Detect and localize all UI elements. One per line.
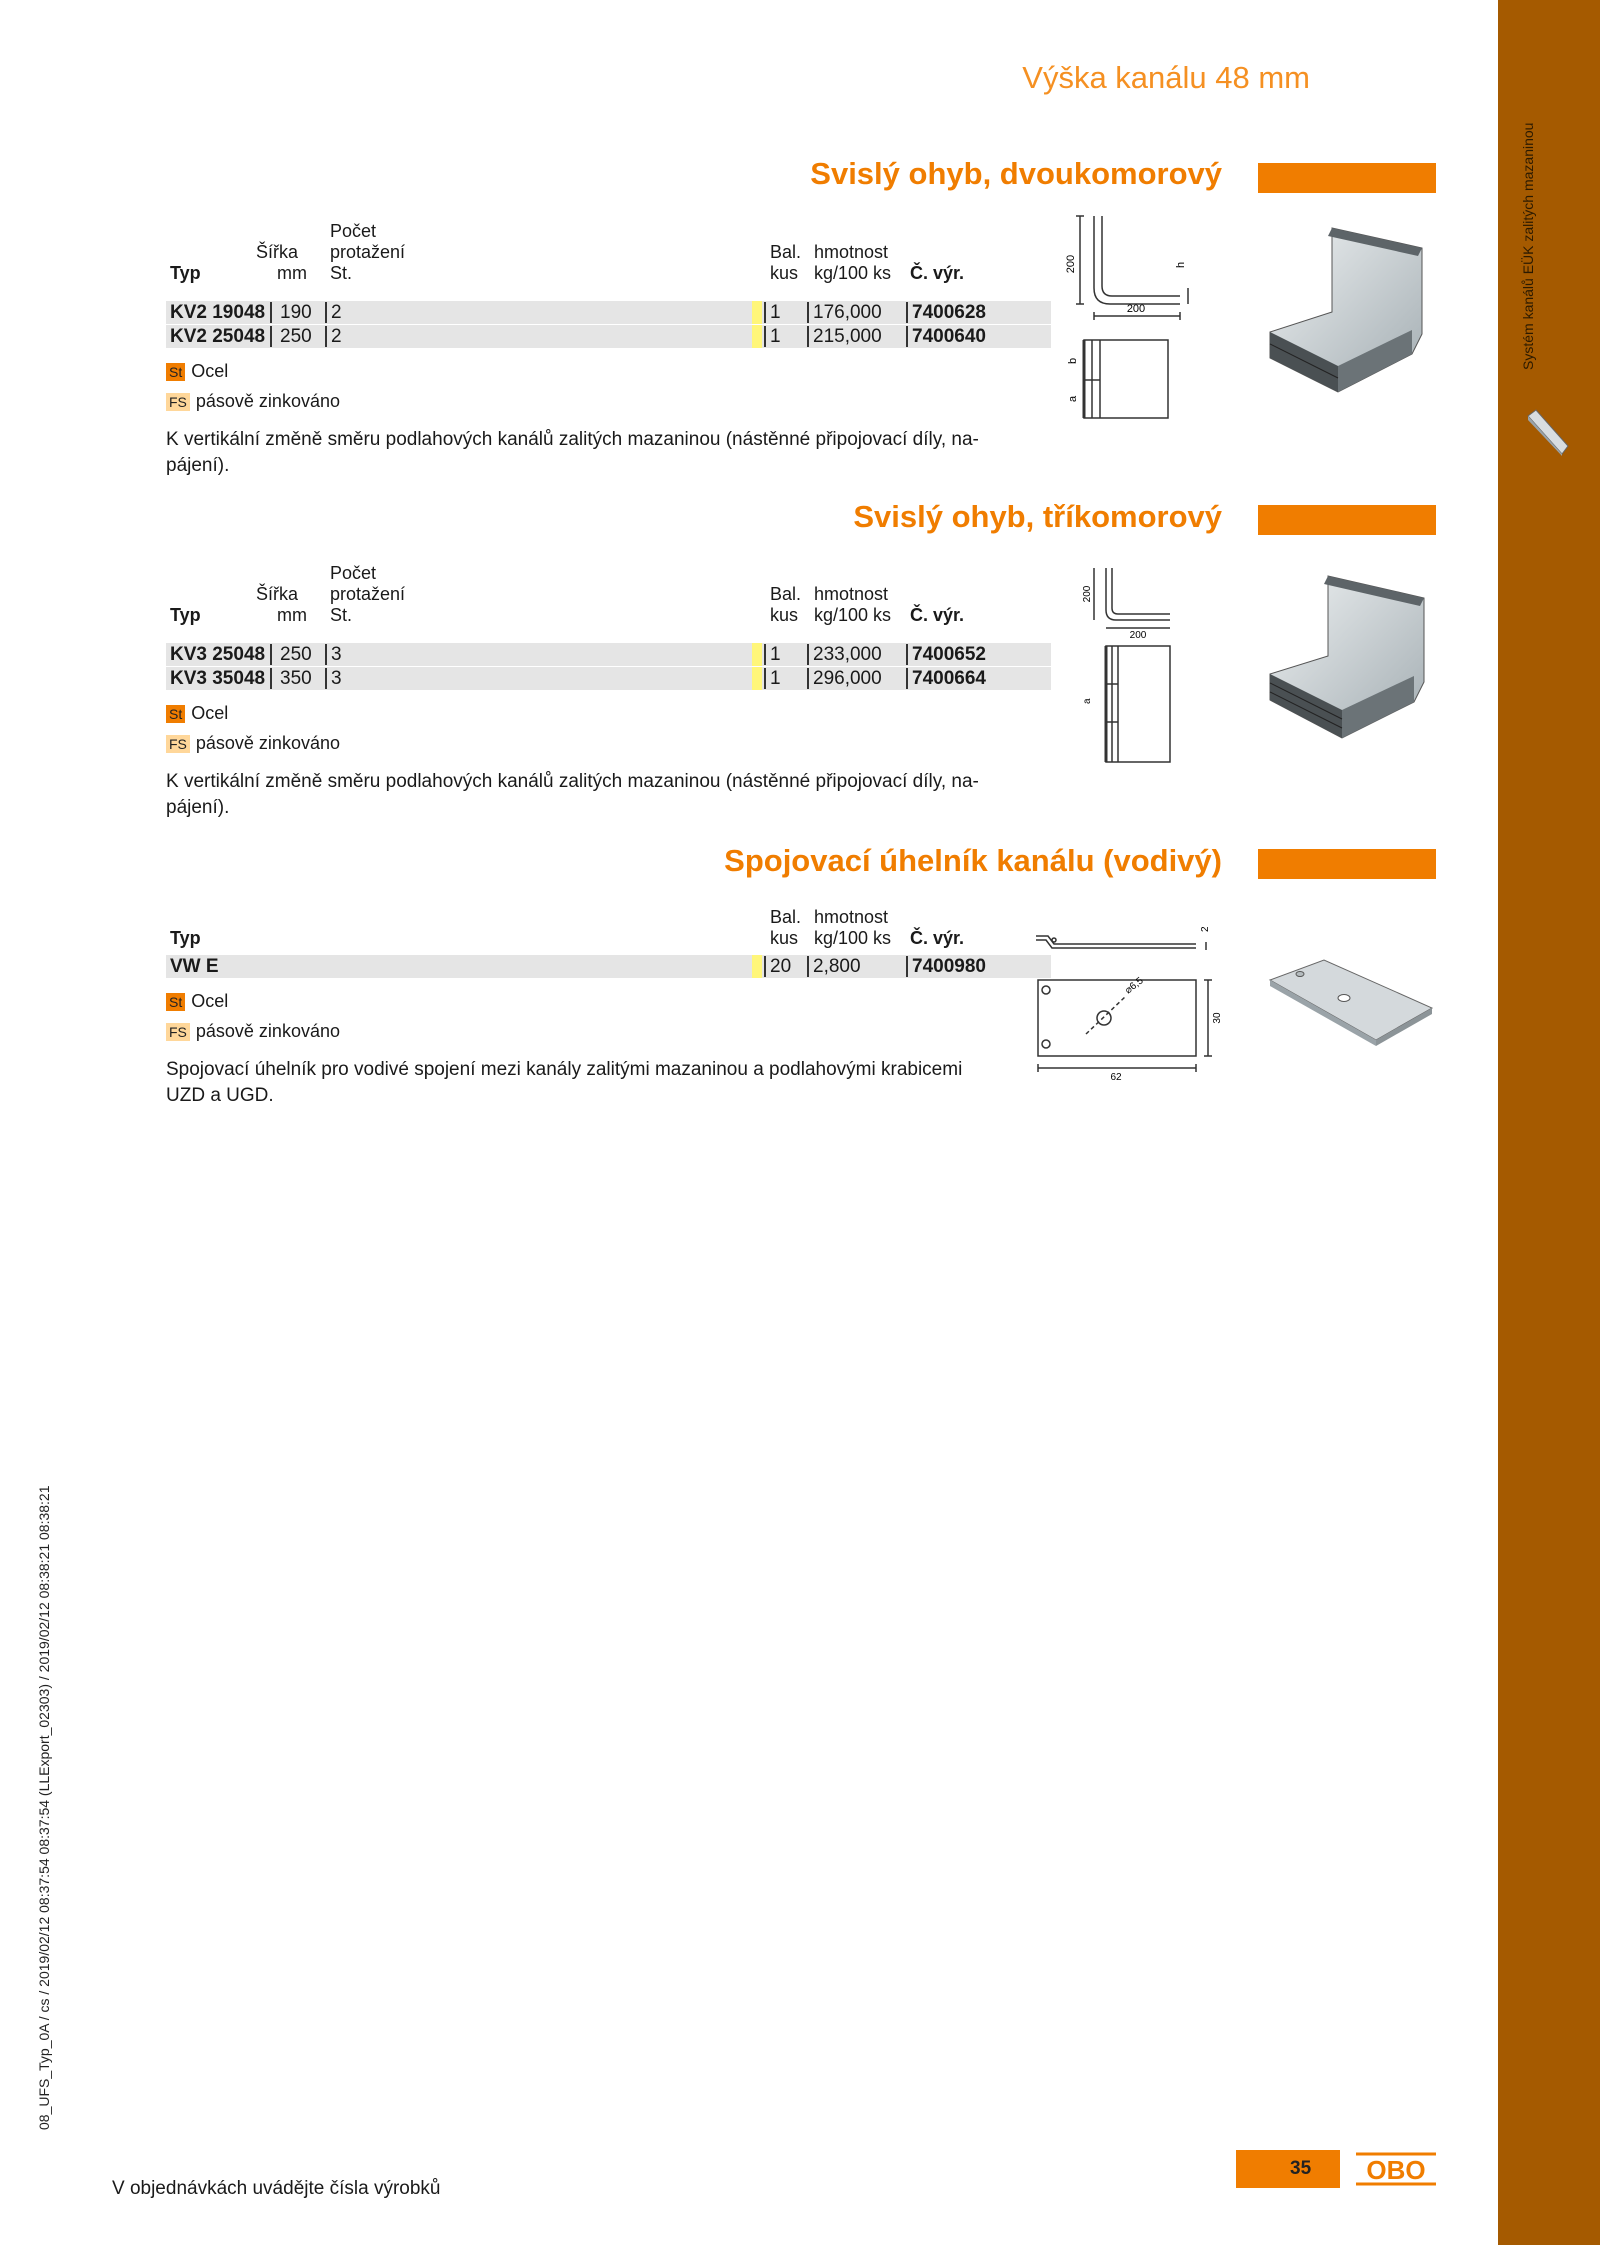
section-title: Svislý ohyb, dvoukomorový: [810, 156, 1222, 191]
page-number-tab: [1236, 2150, 1340, 2188]
svg-text:200: 200: [1126, 303, 1146, 315]
print-metadata: 08_UFS_Typ_0A / cs / 2019/02/12 08:37:54 08:37:54 (LLExport_02303) / 2019/02/12 08:38:21 08:38:21: [36, 1485, 52, 2130]
svg-text:200: 200: [1129, 630, 1147, 641]
svg-text:h: h: [1175, 261, 1187, 268]
material-finish: FS pásově zinkováno: [166, 733, 1051, 763]
table-header: Počet Šířka protažení Bal. hmotnost Typ mm St. kus kg/100 ks Č. výr.: [170, 221, 965, 283]
material-steel: St Ocel: [166, 361, 1051, 391]
section-accent-bar: [1258, 505, 1436, 535]
technical-drawing: [1070, 562, 1180, 767]
section-accent-bar: [1258, 849, 1436, 879]
svg-text:62: 62: [1110, 1072, 1122, 1083]
table-header: Bal. hmotnost Typ kus kg/100 ks Č. výr.: [170, 907, 965, 948]
channel-thumbnail-icon: [1526, 408, 1570, 458]
product-description: Spojovací úhelník pro vodivé spojení mezi kanály zalitými mazaninou a podlahovými krabicemi UZD a UGD.: [166, 1059, 963, 1106]
section-title: Svislý ohyb, tříkomorový: [853, 499, 1222, 534]
table-row: KV3 35048 350 3 1 296,000 7400664: [166, 667, 1051, 690]
table-row: KV2 25048 250 2 1 215,000 7400640: [166, 325, 1051, 348]
technical-drawing: [1050, 208, 1200, 428]
svg-text:200: 200: [1065, 254, 1077, 274]
product-table: [166, 563, 1051, 821]
material-finish: FS pásově zinkováno: [166, 391, 1051, 421]
table-header: Počet Šířka protažení Bal. hmotnost Typ mm St. kus kg/100 ks Č. výr.: [170, 563, 965, 625]
order-note: V objednávkách uvádějte čísla výrobků: [112, 2178, 441, 2199]
product-image: [1264, 950, 1434, 1060]
page-header-title: Výška kanálu 48 mm: [1022, 60, 1310, 95]
product-description: K vertikální změně směru podlahových kanálů zalitých mazaninou (nástěnné připojovací díly, na-pájení).: [166, 771, 979, 818]
page-number: 35: [1290, 2158, 1312, 2179]
material-steel: St Ocel: [166, 991, 1051, 1021]
svg-text:⌀6,5: ⌀6,5: [1123, 975, 1146, 997]
sidebar-title: Systém kanálů EÜK zalitých mazaninou: [1520, 122, 1536, 370]
product-image: [1262, 224, 1432, 394]
table-row: VW E 20 2,800 7400980: [166, 955, 1051, 978]
table-row: KV3 25048 250 3 1 233,000 7400652: [166, 643, 1051, 666]
section-accent-bar: [1258, 163, 1436, 193]
svg-text:b: b: [1067, 357, 1079, 364]
product-image: [1262, 570, 1432, 740]
svg-text:a: a: [1067, 395, 1079, 402]
svg-text:30: 30: [1212, 1012, 1223, 1024]
material-finish: FS pásově zinkováno: [166, 1021, 1051, 1051]
product-description: K vertikální změně směru podlahových kanálů zalitých mazaninou (nástěnné připojovací díly, na-pájení).: [166, 429, 979, 476]
table-row: KV2 19048 190 2 1 176,000 7400628: [166, 301, 1051, 324]
svg-text:a: a: [1082, 698, 1093, 704]
section-title: Spojovací úhelník kanálu (vodivý): [724, 843, 1222, 878]
svg-text:OBO: OBO: [1366, 2155, 1426, 2185]
product-table: [166, 221, 1051, 479]
svg-text:2: 2: [1200, 926, 1211, 932]
svg-text:200: 200: [1082, 585, 1093, 603]
obo-logo: [1356, 2152, 1436, 2186]
product-table: [166, 907, 1051, 1109]
technical-drawing: [1034, 916, 1224, 1086]
material-steel: St Ocel: [166, 703, 1051, 733]
